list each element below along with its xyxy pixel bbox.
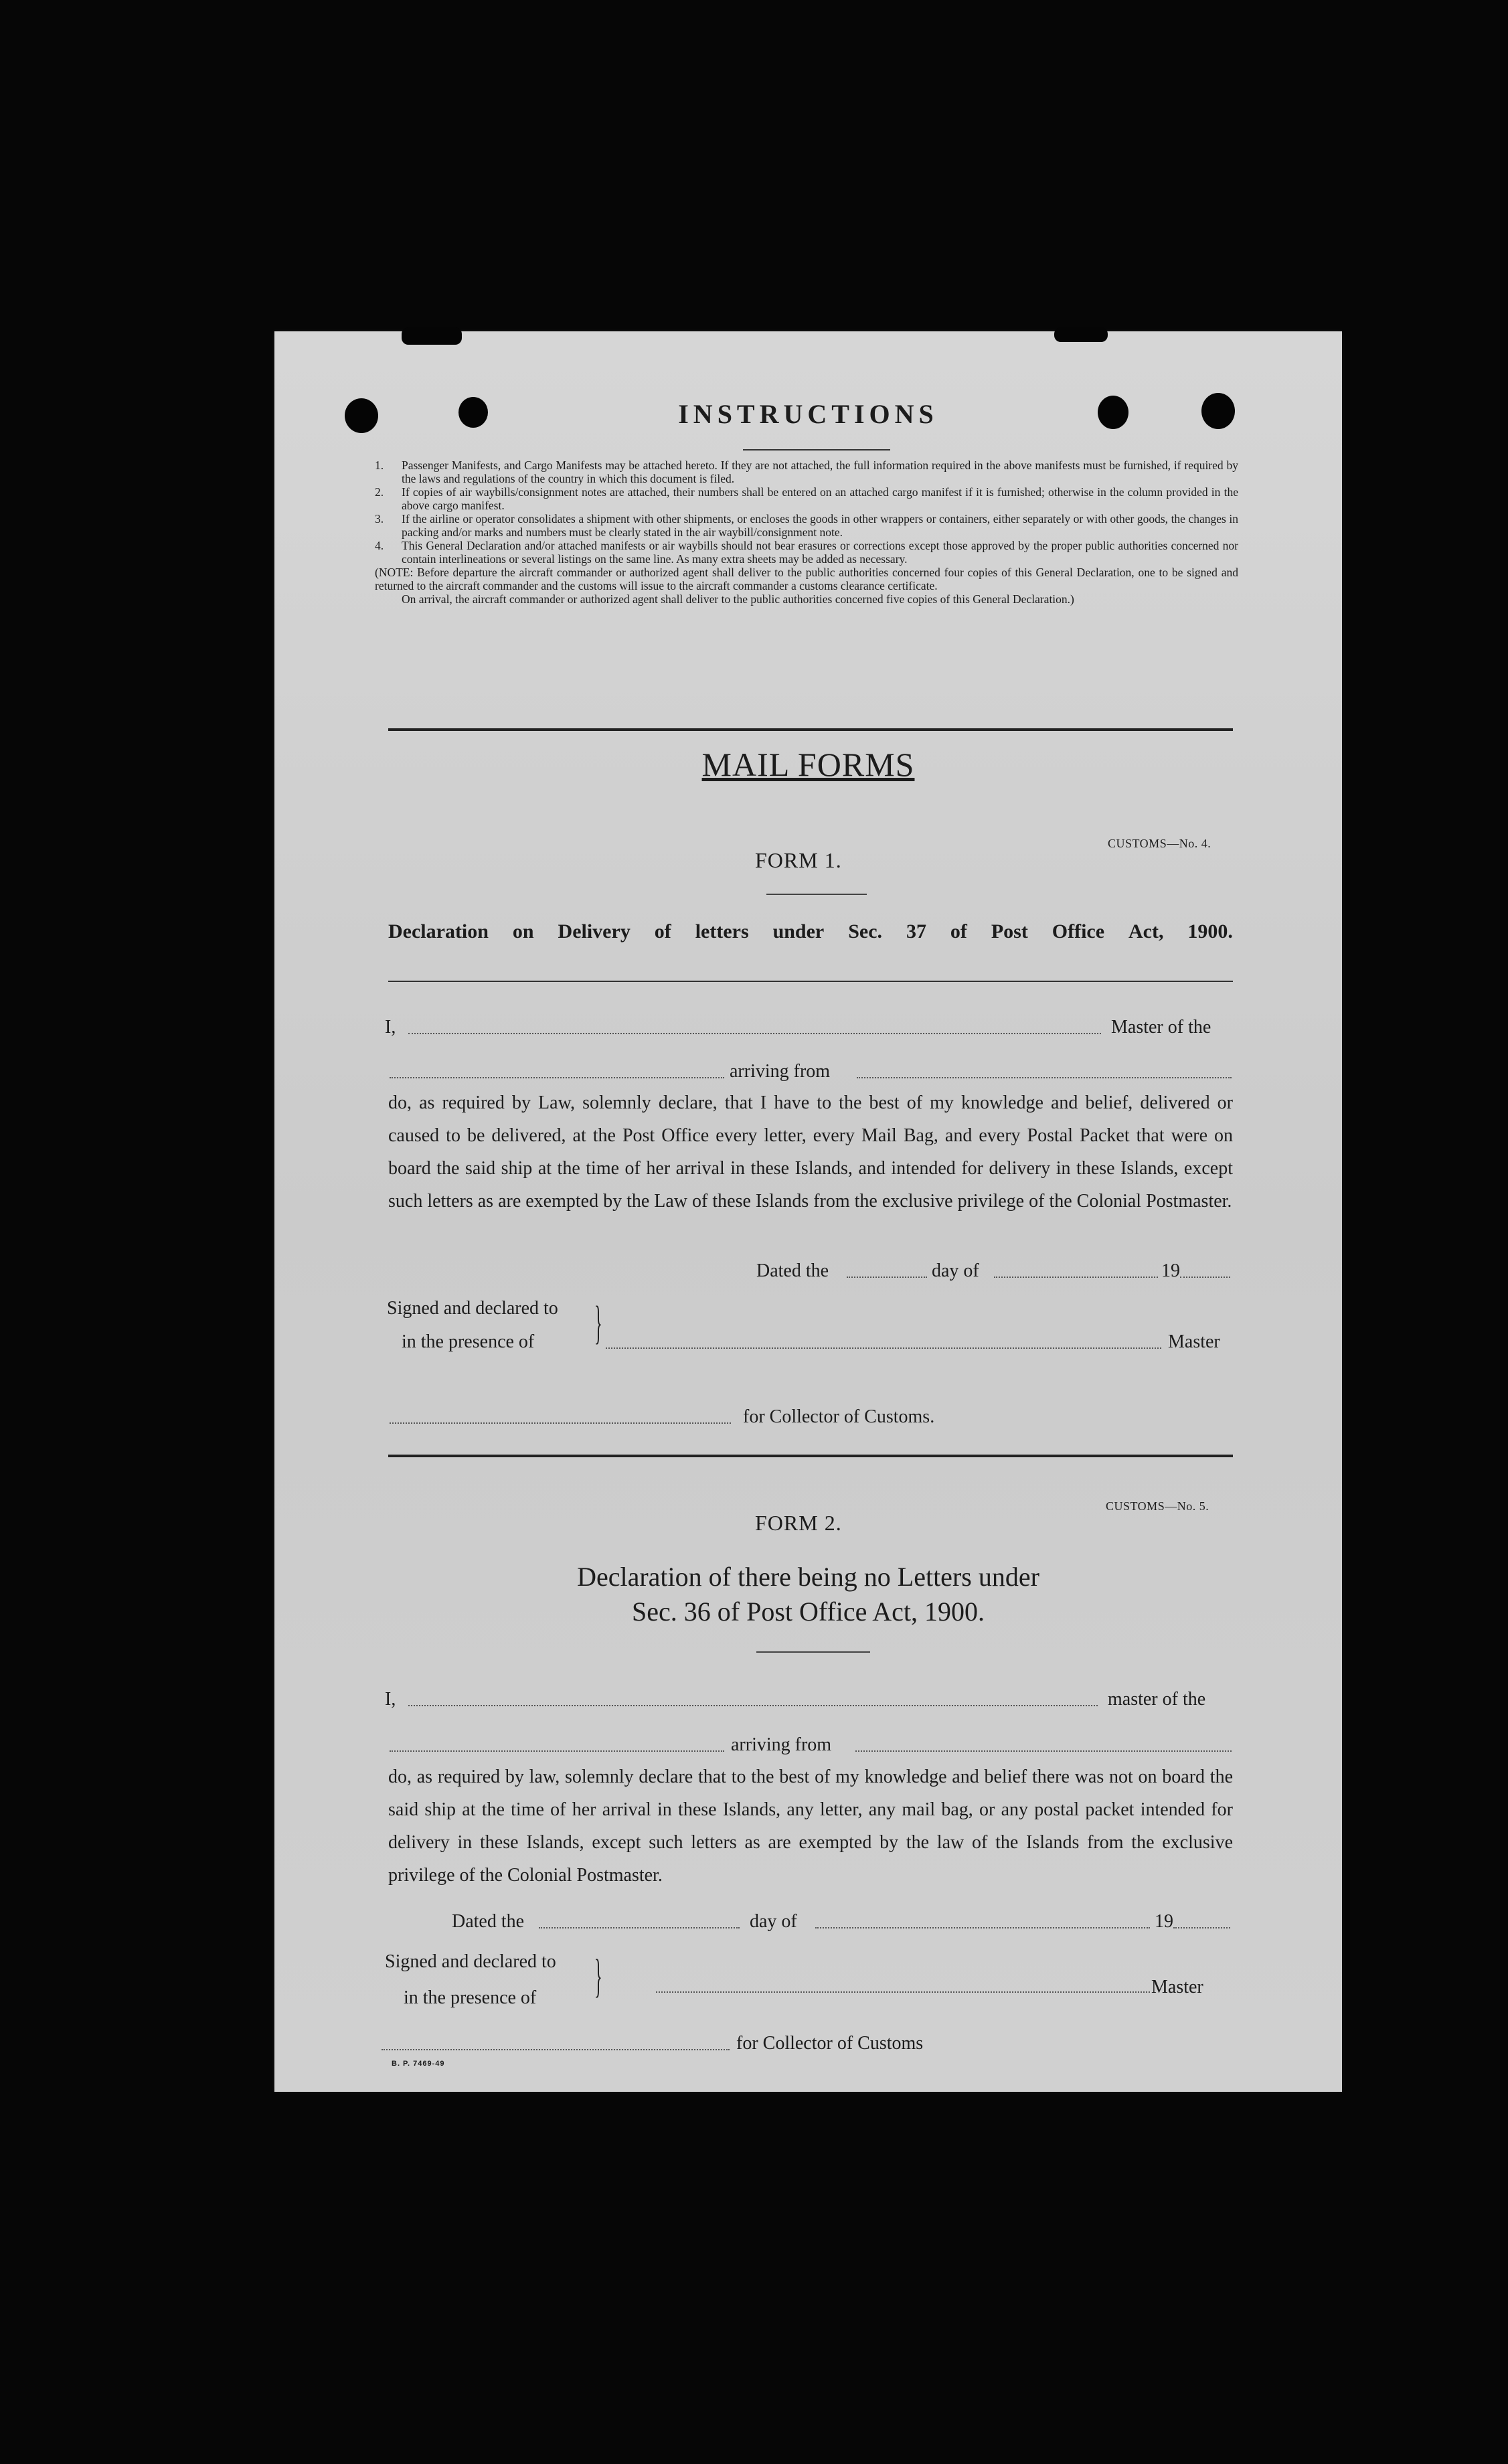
form2-master-of-the: master of the [1108,1689,1206,1710]
form1-month-field[interactable] [994,1277,1158,1278]
form2-master: Master [1151,1977,1203,1997]
form2-heading: FORM 2. [755,1511,842,1535]
form1-origin-field[interactable] [857,1077,1232,1078]
instructions-list [375,459,1238,606]
form1-master-of-the: Master of the [1111,1017,1211,1038]
instruction-note-arrival: On arrival, the aircraft commander or authorized agent shall deliver to the public authorities concerned five copies of this General Declaration.) [402,592,1074,606]
form1-year-field[interactable] [1180,1277,1230,1278]
form2-year-field[interactable] [1173,1927,1230,1928]
form2-signed-line2: in the presence of [404,1987,537,2008]
form1-collector-signature-field[interactable] [390,1422,731,1424]
form1-heading: FORM 1. [755,848,842,872]
instruction-item: 4. This General Declaration and/or attached manifests or air waybills should not bear erasures or corrections except those approved by the proper public authorities concerned nor contain interlineations or several listings on the same line. As many extra sheets may be added as necessary. [375,539,1238,566]
form2-arriving-from: arriving from [731,1734,832,1755]
instruction-item: 2. If copies of air waybills/consignment notes are attached, their numbers shall be entered on an attached cargo manifest if it is furnished; otherwise in the column provided in the above cargo manifest. [375,485,1238,512]
form1-collector: for Collector of Customs. [743,1406,935,1427]
instructions-title: INSTRUCTIONS [678,399,938,429]
form2-title-rule [756,1651,870,1653]
form2-day-of: day of [750,1911,797,1932]
document-page [274,331,1342,2092]
divider-top [388,728,1233,731]
form2-brace: } [594,1951,602,2002]
instruction-item: 3. If the airline or operator consolidates a shipment with other shipments, or encloses the goods in other wrappers or containers, either separately or with other goods, the changes in packing and/or marks and numbers must be clearly stated in the air waybill/consignment note. [375,512,1238,539]
print-code: B. P. 7469-49 [392,2060,445,2068]
form1-declaration-title: Declaration on Delivery of letters under Sec. 37 of Post Office Act, 1900. [388,920,1233,942]
instruction-item: 1. Passenger Manifests, and Cargo Manifests may be attached hereto. If they are not attached, the full information required in the above manifests must be furnished, if required by the laws and regulations of the country in which this document is filed. [375,459,1238,485]
form2-dated-the: Dated the [452,1911,525,1932]
form2-collector: for Collector of Customs [736,2033,924,2054]
form1-signed-line2: in the presence of [402,1331,535,1352]
form2-origin-field[interactable] [855,1750,1232,1752]
mail-forms-title: MAIL FORMS [701,746,915,783]
form1-day-of: day of [932,1260,979,1281]
form1-brace: } [594,1297,602,1349]
form1-body-text: do, as required by Law, solemnly declare, that I have to the best of my knowledge and belief, delivered or caused to be delivered, at the Post Office every letter, every Mail Bag, and every Postal Packet that were on board the said ship at the time of her arrival in these Islands, and intended for delivery in these Islands, except such letters as are exempted by the Law of these Islands from the exclusive privilege of the Colonial Postmaster. [388,1092,1233,1212]
form1-ship-field[interactable] [390,1077,724,1078]
form1-year: 19 [1161,1260,1180,1281]
form1-name-field[interactable] [408,1033,1101,1034]
form1-master: Master [1168,1331,1220,1352]
divider-forms [388,1455,1233,1457]
top-tear-1 [402,327,462,345]
form1-master-signature-field[interactable] [606,1347,1161,1349]
form2-year: 19 [1155,1911,1173,1932]
form2-body-text: do, as required by law, solemnly declare that to the best of my knowledge and belief there was not on board the said ship at the time of her arrival in these Islands, any letter, any mail bag, or any postal packet intended for delivery in these Islands, except such letters as are exempted by the law of the Islands from the exclusive privilege of the Colonial Postmaster. [388,1767,1233,1886]
form2-collector-signature-field[interactable] [382,2049,730,2050]
form1-customs-number: CUSTOMS—No. 4. [1108,837,1211,850]
form1-heading-rule [766,894,867,895]
form2-title: Declaration of there being no Letters under Sec. 36 of Post Office Act, 1900. [577,1562,1039,1627]
form2-name-field[interactable] [408,1705,1098,1706]
form2-month-field[interactable] [815,1927,1150,1928]
form2-ship-field[interactable] [390,1750,724,1752]
form2-i-label: I, [385,1689,396,1710]
instruction-note: (NOTE: Before departure the aircraft commander or authorized agent shall deliver to the public authorities concerned four copies of this General Declaration, one to be signed and returned to the aircraft commander and the customs will issue to the aircraft commander a customs clearance certificate. [375,566,1238,592]
form2-signed-line1: Signed and declared to [385,1951,556,1972]
form1-dated-the: Dated the [756,1260,829,1281]
form1-arriving-from: arriving from [730,1061,831,1082]
form2-customs-number: CUSTOMS—No. 5. [1106,1499,1209,1513]
top-tear-2 [1054,327,1108,342]
form1-title-rule [388,981,1233,982]
form1-i-label: I, [385,1017,396,1038]
form2-master-signature-field[interactable] [656,1991,1150,1993]
instructions-underline [743,449,890,450]
form2-date-field[interactable] [539,1927,740,1928]
form1-signed-line1: Signed and declared to [387,1298,558,1319]
form1-date-field[interactable] [847,1277,927,1278]
